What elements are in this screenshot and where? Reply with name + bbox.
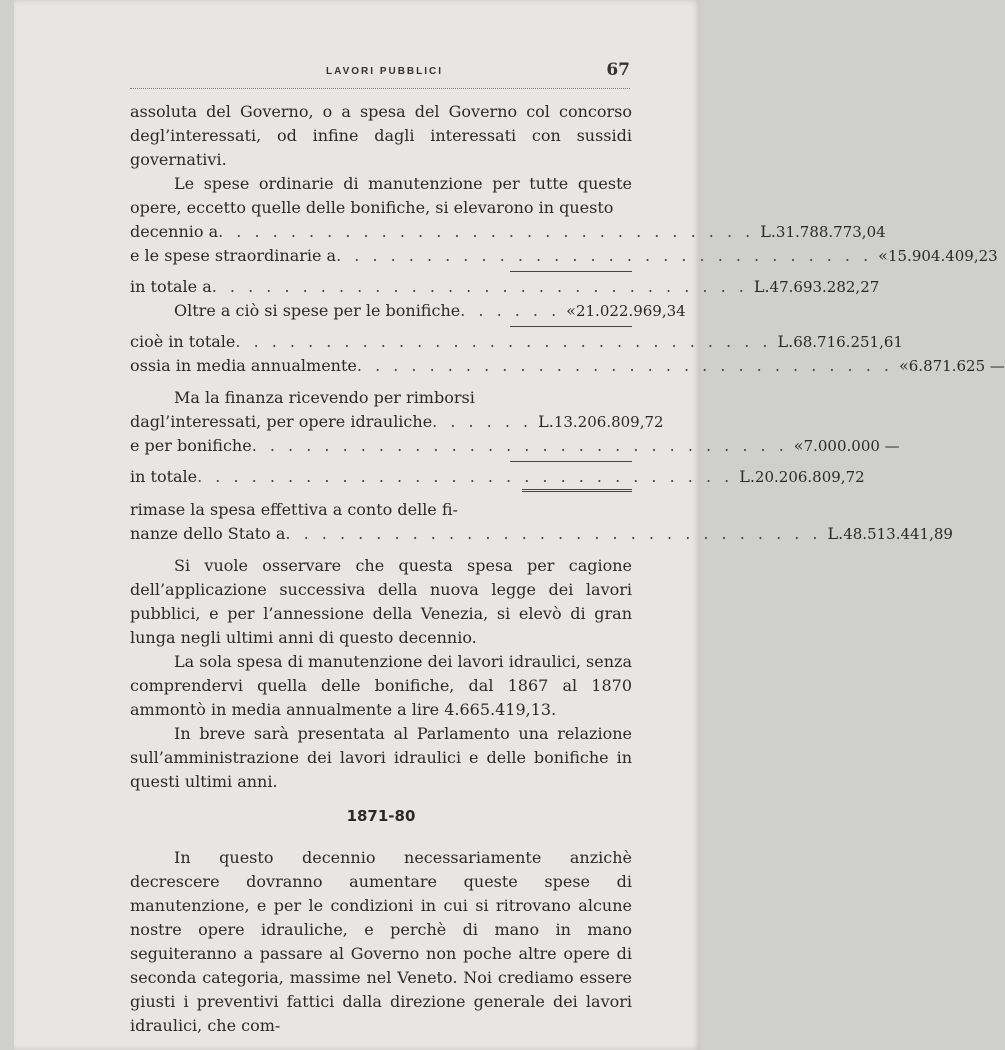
paragraph-1: assoluta del Governo, o a spesa del Governo col concorso degl’interessati, od infine dagli interessati con sussidi governativi. [130, 102, 632, 169]
ledger-label: ossia in media annualmente [130, 356, 357, 375]
leader-dots: . . . . . . . . . . . . . . . . . . . . . . . . . . . . . . [251, 436, 788, 455]
ledger-amount: 13.206.809,72 [553, 413, 664, 431]
ledger-row-bonifiche [130, 299, 686, 323]
leader-dots: . . . . . . . . . . . . . . . . . . . . . . . . . . . . . . [235, 332, 772, 351]
book-page [14, 0, 1005, 1050]
ledger-amount: 20.206.809,72 [754, 468, 865, 486]
paragraph-3: Si vuole osservare che questa spesa per cagione dell’applicazione successiva della nuova legge dei lavori pubblici, e per l’annessione della Venezia, si elevò di gran lunga negli ultimi anni di questo decennio. [130, 556, 632, 647]
ledger-currency: L. [739, 467, 755, 486]
leader-dots: . . . . . . [460, 301, 561, 320]
page-number: 67 [606, 60, 630, 80]
ledger-amount: 47.693.282,27 [769, 278, 880, 296]
ledger-label: decennio a [130, 222, 219, 241]
ledger-amount: 31.788.773,04 [775, 223, 886, 241]
leader-dots: . . . . . . . . . . . . . . . . . . . . . . . . . . . . . . [356, 356, 893, 375]
ledger-row-idrauliche [130, 410, 664, 434]
ledger-currency: L. [760, 222, 776, 241]
ledger-currency: L. [538, 412, 554, 431]
section-title: 1871-80 [346, 807, 416, 825]
paragraph-6: In questo decennio necessariamente anzichè decrescere dovranno aumentare queste spese di manutenzione, e per le condizioni in cui si ritrovano alcune nostre opere idrauliche, e perchè di mano in mano seguiteranno a passare al Governo non poche altre opere di seconda categoria, massime nel Veneto. Noi crediamo essere giusti i preventivi fattici dalla direzione generale dei lavori idraulici, che com- [130, 848, 632, 1035]
ledger-row-total-3 [130, 465, 865, 489]
leader-dots: . . . . . . [432, 412, 533, 431]
paragraph-5: In breve sarà presentata al Parlamento una relazione sull’amministrazione dei lavori idraulici e delle bonifiche in questi ultimi anni. [130, 724, 632, 791]
paragraph-4: La sola spesa di manutenzione dei lavori idraulici, senza comprendervi quella delle bonifiche, dal 1867 al 1870 ammontò in media annualmente a lire 4.665.419,13. [130, 652, 632, 719]
spacer [130, 546, 632, 554]
ledger-row-decennio [130, 220, 886, 244]
leader-dots: . . . . . . . . . . . . . . . . . . . . . . . . . . . . . . [218, 222, 755, 241]
ledger-row-stato [130, 522, 953, 546]
ledger-label: e le spese straordinarie a [130, 246, 337, 265]
ledger-amount: 15.904.409,23 [887, 247, 998, 265]
leader-dots: . . . . . . . . . . . . . . . . . . . . . . . . . . . . . . [197, 467, 734, 486]
ledger-row-media [130, 354, 1005, 378]
body-text [130, 100, 1005, 1038]
ledger-row-straordinarie [130, 244, 998, 268]
paragraph-finanza: Ma la finanza ricevendo per rimborsi [174, 388, 475, 407]
leader-dots: . . . . . . . . . . . . . . . . . . . . . . . . . . . . . . [336, 246, 873, 265]
ledger-row-total-2 [130, 330, 903, 354]
ledger-amount: 48.513.441,89 [843, 525, 953, 543]
ledger-currency: « [878, 246, 888, 265]
ledger-currency: « [793, 436, 804, 455]
sum-rule [510, 271, 632, 272]
ledger-row-per-bonifiche [130, 434, 900, 458]
ledger-label: e per bonifiche [130, 436, 252, 455]
paragraph-2-intro: Le spese ordinarie di manutenzione per tutte queste opere, eccetto quelle delle bonifiche, si elevarono in questo [130, 174, 632, 217]
sum-rule [510, 461, 632, 462]
running-head: LAVORI PUBBLICI [326, 66, 444, 77]
ledger-currency: L. [753, 277, 770, 296]
ledger-label: Oltre a ciò si spese per le bonifiche [174, 301, 461, 320]
leader-dots: . . . . . . . . . . . . . . . . . . . . . . . . . . . . . . [285, 524, 822, 543]
ledger-amount: 7.000.000 — [803, 437, 900, 455]
ledger-currency: L. [777, 332, 794, 351]
ledger-amount: 21.022.969,34 [575, 302, 686, 320]
ledger-label: in totale a [130, 277, 212, 296]
ledger-amount: 68.716.251,61 [793, 333, 903, 351]
sum-rule [510, 326, 632, 327]
total-double-rule [522, 489, 632, 492]
ledger-label: dagl’interessati, per opere idrauliche [130, 412, 433, 431]
ledger-label: in totale [130, 467, 198, 486]
ledger-currency: L. [827, 524, 844, 543]
ledger-currency: « [566, 301, 576, 320]
page-header [130, 60, 630, 89]
ledger-currency: « [898, 356, 909, 375]
ledger-label: nanze dello Stato a [130, 524, 286, 543]
ledger-label: cioè in totale [130, 332, 236, 351]
spacer [130, 378, 632, 386]
ledger-row-total-1 [130, 275, 880, 299]
ledger-amount: 6.871.625 — [908, 357, 1005, 375]
leader-dots: . . . . . . . . . . . . . . . . . . . . . . . . . . . . . . [211, 277, 748, 296]
paragraph-rimase: rimase la spesa effettiva a conto delle fi- [130, 500, 458, 519]
